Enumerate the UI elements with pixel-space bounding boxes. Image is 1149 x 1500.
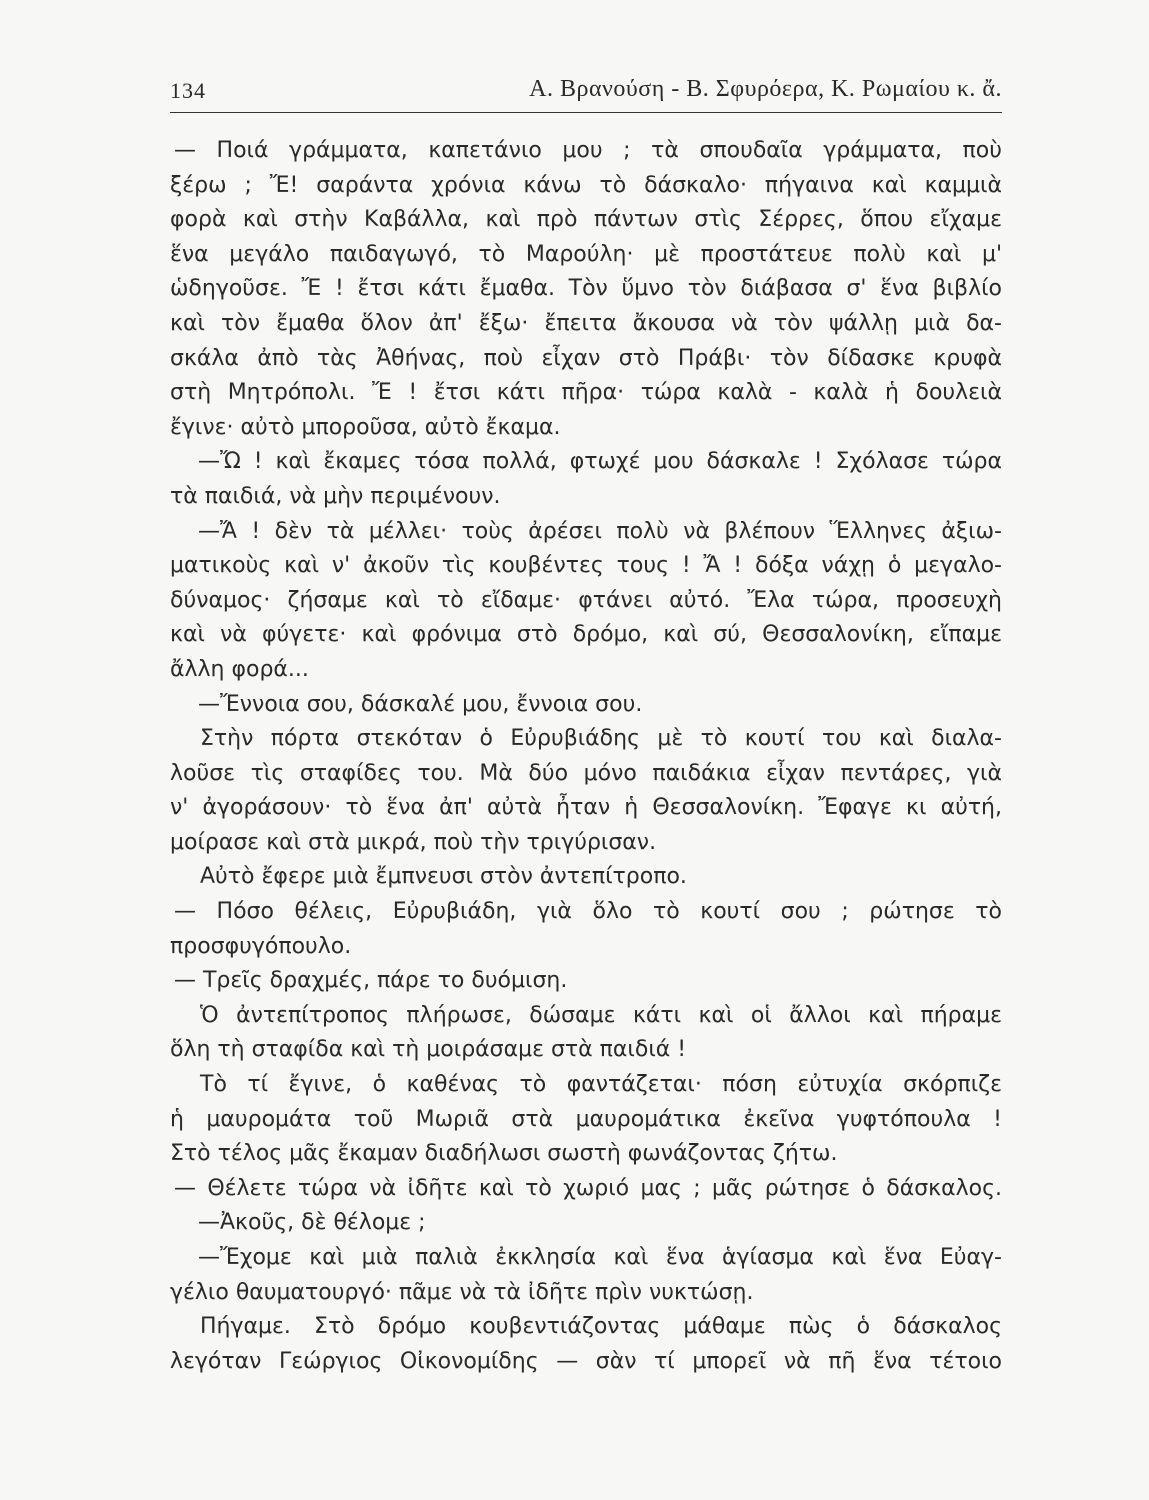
page-header	[170, 72, 1002, 108]
text-line: γέλιο θαυματουργό· πᾶμε νὰ τὰ ἰδῆτε πρὶν νυκτώσῃ.	[170, 1279, 754, 1305]
header-rule	[170, 112, 1002, 113]
text-line: στὴ Μητρόπολι. Ἔ ! ἔτσι κάτι πῆρα· τώρα καλὰ - καλὰ ἡ δουλειὰ	[170, 380, 1002, 406]
text-line: ἔγινε· αὐτὸ μποροῦσα, αὐτὸ ἔκαμα.	[170, 414, 561, 440]
text-line: προσφυγόπουλο.	[170, 933, 352, 959]
text-line: Στὸ τέλος μᾶς ἔκαμαν διαδήλωσι σωστὴ φωνάζοντας ζήτω.	[170, 1141, 838, 1167]
text-line: ἄλλη φορά...	[170, 656, 309, 682]
text-line: τὰ παιδιά, νὰ μὴν περιμένουν.	[170, 483, 501, 509]
text-line: ματικοὺς καὶ ν' ἀκοῦν τὶς κουβέντες τους ! Ἄ ! δόξα νάχῃ ὁ μεγαλο-	[170, 553, 1002, 579]
text-line: ν' ἀγοράσουν· τὸ ἕνα ἀπ' αὐτὰ ἦταν ἡ Θεσσαλονίκη. Ἔφαγε κι αὐτή,	[170, 795, 1002, 821]
text-line: — Πόσο θέλεις, Εὐρυβιάδη, γιὰ ὅλο τὸ κουτί σου ; ρώτησε τὸ	[174, 899, 1002, 925]
text-line: —Ἄ ! δὲν τὰ μέλλει· τοὺς ἀρέσει πολὺ νὰ βλέπουν Ἕλληνες ἀξιω-	[198, 518, 1002, 544]
text-line: μοίρασε καὶ στὰ μικρά, ποὺ τὴν τριγύρισαν.	[170, 829, 657, 855]
text-line: ὅλη τὴ σταφίδα καὶ τὴ μοιράσαμε στὰ παιδιά !	[170, 1037, 687, 1063]
text-line: —Ἔχομε καὶ μιὰ παλιὰ ἐκκλησία καὶ ἕνα ἁγίασμα καὶ ἕνα Εὐαγ-	[198, 1245, 1002, 1270]
text-line: —Ἔννοια σου, δάσκαλέ μου, ἔννοια σου.	[198, 691, 643, 717]
text-line: ὡδηγοῦσε. Ἔ ! ἔτσι κάτι ἔμαθα. Τὸν ὕμνο τὸν διάβασα σ' ἕνα βιβλίο	[170, 276, 1002, 302]
text-line: Αὐτὸ ἔφερε μιὰ ἔμπνευσι στὸν ἀντεπίτροπο.	[200, 864, 687, 890]
text-line: Στὴν πόρτα στεκόταν ὁ Εὐρυβιάδης μὲ τὸ κουτί του καὶ διαλα-	[200, 726, 1002, 752]
text-line: Τὸ τί ἔγινε, ὁ καθένας τὸ φαντάζεται· πόση εὐτυχία σκόρπιζε	[200, 1072, 1002, 1098]
text-line: Ὁ ἀντεπίτροπος πλήρωσε, δώσαμε κάτι καὶ οἱ ἄλλοι καὶ πήραμε	[200, 1002, 1002, 1028]
text-line: φορὰ καὶ στὴν Καβάλλα, καὶ πρὸ πάντων στὶς Σέρρες, ὅπου εἴχαμε	[170, 207, 1002, 233]
page-number: 134	[170, 78, 206, 103]
text-line: καὶ τὸν ἔμαθα ὅλον ἀπ' ἔξω· ἔπειτα ἄκουσα νὰ τὸν ψάλλῃ μιὰ δα-	[170, 310, 1002, 336]
text-line: — Ποιά γράμματα, καπετάνιο μου ; τὰ σπουδαῖα γράμματα, ποὺ	[174, 138, 1002, 163]
text-line: καὶ νὰ φύγετε· καὶ φρόνιμα στὸ δρόμο, καὶ σύ, Θεσσαλονίκη, εἴπαμε	[170, 622, 1002, 648]
text-line: ἡ μαυρομάτα τοῦ Μωριᾶ στὰ μαυρομάτικα ἐκεῖνα γυφτόπουλα !	[170, 1106, 1002, 1132]
text-line: ξέρω ; Ἔ! σαράντα χρόνια κάνω τὸ δάσκαλο· πήγαινα καὶ καμμιὰ	[170, 172, 1002, 198]
text-line: σκάλα ἀπὸ τὰς Ἀθήνας, ποὺ εἶχαν στὸ Πράβι· τὸν δίδασκε κρυφὰ	[170, 345, 1002, 371]
text-line: ἕνα μεγάλο παιδαγωγό, τὸ Μαρούλη· μὲ προστάτευε πολὺ καὶ μ'	[170, 241, 1002, 267]
text-line: — Θέλετε τώρα νὰ ἰδῆτε καὶ τὸ χωριό μας ; μᾶς ρώτησε ὁ δάσκαλος.	[174, 1175, 1002, 1201]
text-line: λοῦσε τὶς σταφίδες του. Μὰ δύο μόνο παιδάκια εἶχαν πεντάρες, γιὰ	[170, 760, 1002, 786]
text-line: δύναμος· ζήσαμε καὶ τὸ εἴδαμε· φτάνει αὐτό. Ἔλα τώρα, προσευχὴ	[170, 587, 1002, 613]
text-line: λεγόταν Γεώργιος Οἰκονομίδης — σὰν τί μπορεῖ νὰ πῆ ἕνα τέτοιο	[170, 1348, 1002, 1374]
text-line: —Ὤ ! καὶ ἔκαμες τόσα πολλά, φτωχέ μου δάσκαλε ! Σχόλασε τώρα	[198, 449, 1002, 475]
text-line: Πήγαμε. Στὸ δρόμο κουβεντιάζοντας μάθαμε πὼς ὁ δάσκαλος	[200, 1314, 1002, 1340]
text-line: — Τρεῖς δραχμές, πάρε το δυόμιση.	[174, 968, 568, 994]
text-line: —Ἀκοῦς, δὲ θέλομε ;	[198, 1210, 426, 1236]
running-head: Α. Βρανούση - Β. Σφυρόερα, Κ. Ρωμαίου κ. ἄ.	[529, 76, 1002, 102]
body-text	[170, 134, 1002, 1379]
